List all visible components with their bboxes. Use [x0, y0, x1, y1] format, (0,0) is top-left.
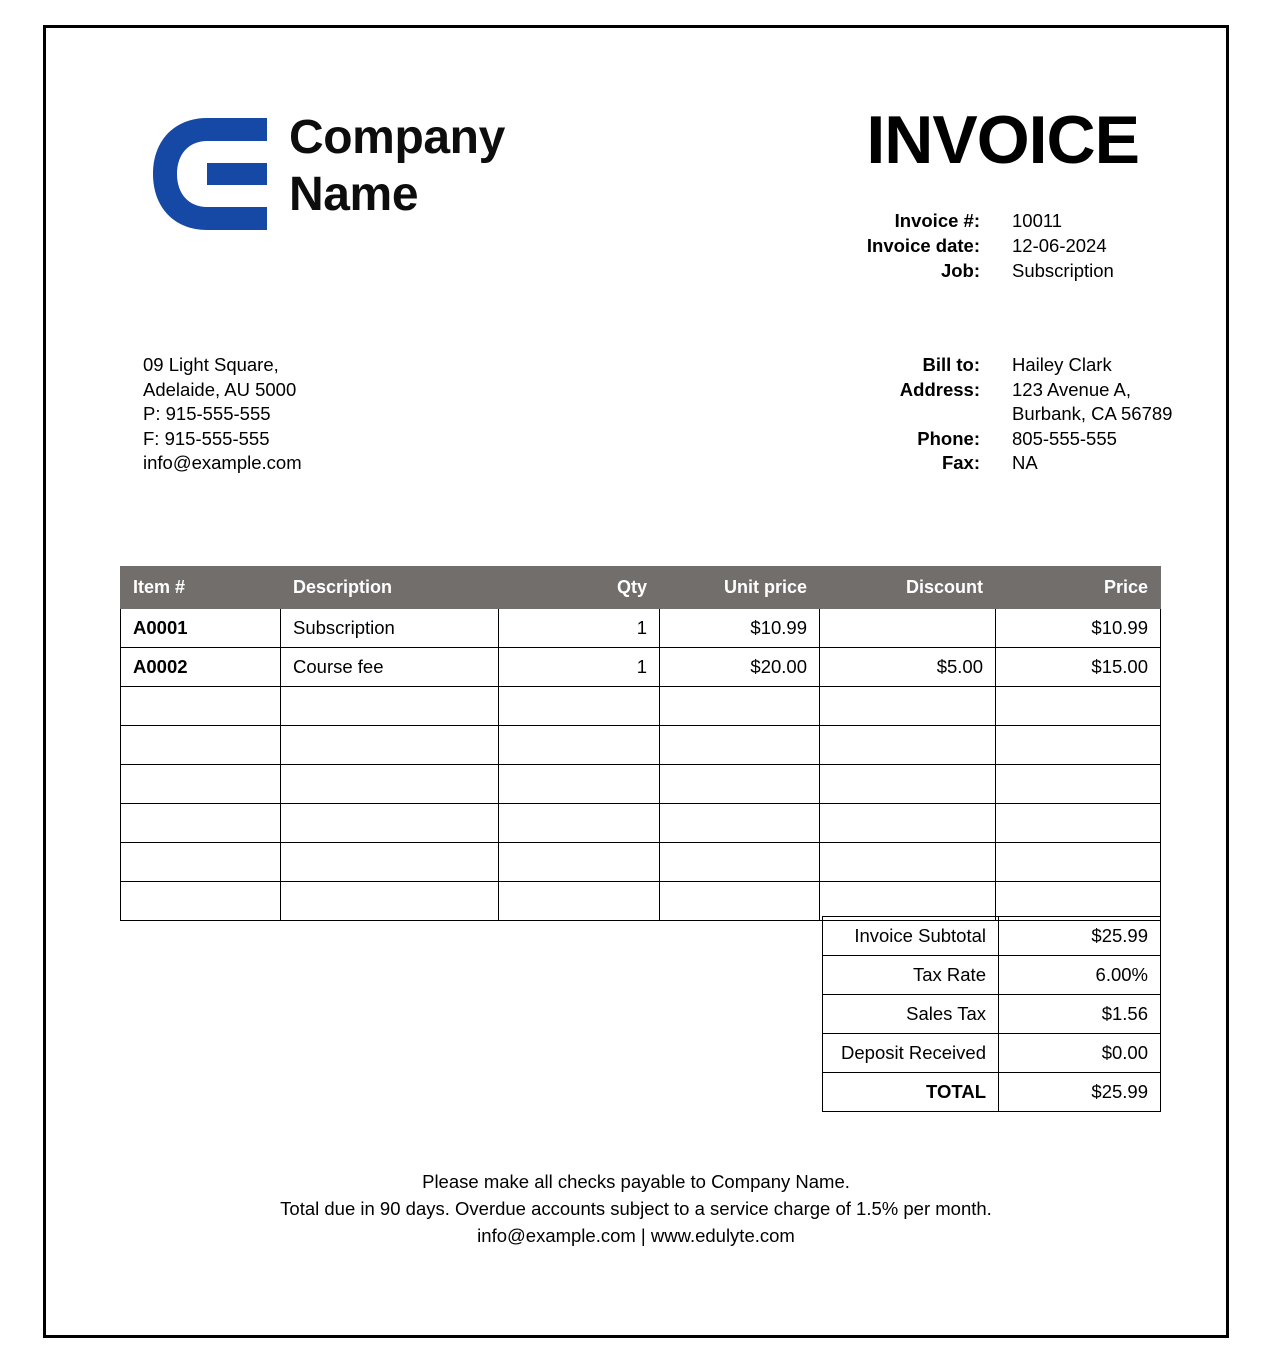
sender-phone: P: 915-555-555: [143, 403, 271, 424]
totals-label-tax-rate: Tax Rate: [823, 956, 999, 995]
cell-price: [996, 687, 1161, 726]
cell-item: [121, 726, 281, 765]
cell-qty: [499, 882, 660, 921]
cell-price: [996, 726, 1161, 765]
bill-phone-value: 805-555-555: [1012, 427, 1117, 449]
cell-discount: [820, 726, 996, 765]
footer-line-terms: Total due in 90 days. Overdue accounts subject to a service charge of 1.5% per month.: [280, 1198, 992, 1219]
cell-unit-price: [660, 726, 820, 765]
cell-item: [121, 804, 281, 843]
totals-row-subtotal: [823, 917, 1161, 956]
table-row: [121, 804, 1161, 843]
bill-address-label: Address:: [899, 378, 980, 400]
page-title: INVOICE: [866, 102, 1139, 178]
cell-description: [281, 765, 499, 804]
invoice-number-value: 10011: [1012, 210, 1063, 231]
cell-unit-price: [660, 687, 820, 726]
bill-phone-row: [836, 427, 1172, 452]
cell-unit-price: [660, 882, 820, 921]
table-row: [121, 882, 1161, 921]
cell-discount: [820, 765, 996, 804]
cell-price: [996, 804, 1161, 843]
cell-qty: [499, 687, 660, 726]
totals-label-deposit: Deposit Received: [823, 1034, 999, 1073]
cell-price: [996, 765, 1161, 804]
invoice-date-label: Invoice date:: [866, 235, 980, 256]
totals-row-sales-tax: [823, 995, 1161, 1034]
cell-item: A0001: [121, 609, 281, 648]
column-header-unit-price: Unit price: [660, 567, 820, 609]
totals-label-total: TOTAL: [823, 1073, 999, 1112]
company-name-line2: Name: [289, 167, 419, 221]
totals-row-tax-rate: [823, 956, 1161, 995]
bill-fax-value: NA: [1012, 452, 1038, 473]
company-name-line1: Company: [289, 111, 505, 164]
bill-address-label-empty: [836, 402, 1012, 427]
cell-price: [996, 843, 1161, 882]
totals-row-deposit: [823, 1034, 1161, 1073]
sender-email: info@example.com: [143, 452, 302, 473]
totals-label-subtotal: Invoice Subtotal: [823, 917, 999, 956]
column-header-discount: Discount: [820, 567, 996, 609]
table-row: [121, 687, 1161, 726]
cell-discount: [820, 804, 996, 843]
totals-value-deposit: $0.00: [999, 1034, 1161, 1073]
cell-qty: 1: [499, 609, 660, 648]
bill-address-line-2: Burbank, CA 56789: [1012, 403, 1173, 424]
cell-description: [281, 843, 499, 882]
cell-qty: [499, 765, 660, 804]
table-row: [121, 609, 1161, 648]
company-name: [289, 110, 505, 223]
footer-line-payable: Please make all checks payable to Company Name.: [422, 1171, 850, 1192]
bill-to-row: [836, 353, 1172, 378]
cell-item: [121, 843, 281, 882]
invoice-date-value: 12-06-2024: [1012, 235, 1107, 256]
invoice-page: [43, 25, 1229, 1338]
cell-description: Subscription: [281, 609, 499, 648]
table-row: [121, 648, 1161, 687]
company-branding: [149, 110, 505, 230]
bill-address-row: [836, 378, 1172, 403]
column-header-qty: Qty: [499, 567, 660, 609]
invoice-job-value: Subscription: [1012, 260, 1114, 281]
cell-item: A0002: [121, 648, 281, 687]
cell-qty: [499, 804, 660, 843]
cell-item: [121, 882, 281, 921]
column-header-item: Item #: [121, 567, 281, 609]
bill-address-line-1: 123 Avenue A,: [1012, 378, 1131, 400]
cell-description: [281, 804, 499, 843]
totals-value-tax-rate: 6.00%: [999, 956, 1161, 995]
invoice-job-label: Job:: [940, 260, 980, 281]
cell-qty: [499, 726, 660, 765]
totals-value-sales-tax: $1.56: [999, 995, 1161, 1034]
invoice-number-row: [836, 208, 1114, 233]
cell-price: $15.00: [996, 648, 1161, 687]
column-header-price: Price: [996, 567, 1161, 609]
bill-to-block: [836, 353, 1172, 476]
totals-label-sales-tax: Sales Tax: [823, 995, 999, 1034]
invoice-job-row: [836, 258, 1114, 283]
bill-address-row-2: [836, 402, 1172, 427]
table-header-row: [121, 567, 1161, 609]
cell-price: [996, 882, 1161, 921]
table-row: [121, 765, 1161, 804]
invoice-meta: [836, 208, 1114, 283]
cell-discount: [820, 882, 996, 921]
line-items-table: [120, 566, 1161, 921]
bill-to-label: Bill to:: [922, 354, 980, 375]
table-row: [121, 726, 1161, 765]
column-header-description: Description: [281, 567, 499, 609]
table-row: [121, 843, 1161, 882]
cell-discount: [820, 609, 996, 648]
sender-address-line-2: Adelaide, AU 5000: [143, 378, 297, 400]
cell-description: [281, 882, 499, 921]
bill-fax-row: [836, 451, 1172, 476]
totals-value-total: $25.99: [999, 1073, 1161, 1112]
invoice-number-label: Invoice #:: [894, 210, 980, 231]
cell-unit-price: [660, 804, 820, 843]
cell-description: [281, 687, 499, 726]
totals-table: [822, 916, 1161, 1112]
bill-fax-label: Fax:: [941, 452, 980, 473]
sender-address-line-1: 09 Light Square,: [143, 354, 279, 375]
cell-unit-price: $10.99: [660, 609, 820, 648]
footer-line-contact: info@example.com | www.edulyte.com: [477, 1225, 795, 1246]
cell-unit-price: [660, 765, 820, 804]
invoice-footer: [46, 1168, 1226, 1249]
totals-row-total: [823, 1073, 1161, 1112]
cell-description: [281, 726, 499, 765]
bill-phone-label: Phone:: [917, 427, 980, 449]
totals-value-subtotal: $25.99: [999, 917, 1161, 956]
cell-qty: [499, 843, 660, 882]
cell-item: [121, 687, 281, 726]
invoice-date-row: [836, 233, 1114, 258]
cell-item: [121, 765, 281, 804]
cell-unit-price: [660, 843, 820, 882]
cell-discount: [820, 843, 996, 882]
bill-to-name: Hailey Clark: [1012, 354, 1112, 375]
cell-unit-price: $20.00: [660, 648, 820, 687]
cell-price: $10.99: [996, 609, 1161, 648]
invoice-header: [46, 28, 1226, 281]
company-e-logo-icon: [149, 118, 267, 230]
cell-qty: 1: [499, 648, 660, 687]
sender-fax: F: 915-555-555: [143, 427, 270, 449]
cell-discount: $5.00: [820, 648, 996, 687]
cell-discount: [820, 687, 996, 726]
sender-address-block: [143, 353, 302, 476]
cell-description: Course fee: [281, 648, 499, 687]
